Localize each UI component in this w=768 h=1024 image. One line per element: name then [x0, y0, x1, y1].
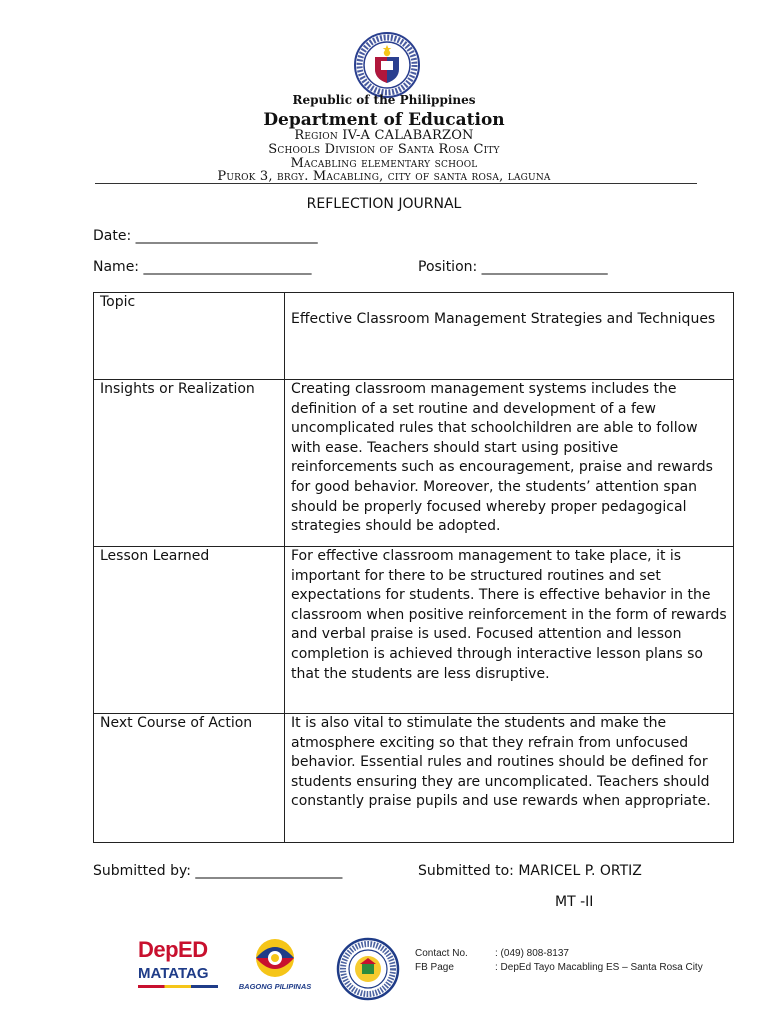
next-action-value: It is also vital to stimulate the students and make the atmosphere exciting so that they refrain from unfocused behavior. Essential rules and routines should be defined for students ensuring they are uncomplicated. Teachers should constantly praise pupils and use rewards when appropriate. — [285, 714, 734, 843]
contact-label: Contact No. — [415, 948, 468, 959]
logo-stripe — [138, 985, 218, 988]
header-divider — [95, 183, 697, 184]
deped-matatag-logo — [138, 938, 224, 996]
fb-page-label: FB Page — [415, 962, 454, 973]
table-row — [94, 714, 734, 843]
contact-value: : (049) 808-8137 — [495, 948, 569, 959]
name-field: Name: ________________________ — [93, 259, 312, 275]
division-line: Schools Division of Santa Rosa City — [268, 142, 500, 157]
school-line: Macabling elementary school — [290, 156, 478, 171]
submitted-to-field: Submitted to: MARICEL P. ORTIZ — [418, 863, 642, 879]
fb-page-value: : DepEd Tayo Macabling ES – Santa Rosa City — [495, 962, 703, 973]
next-action-label: Next Course of Action — [94, 714, 285, 843]
insights-value: Creating classroom management systems includes the definition of a set routine and development of a few uncomplicated rules that schoolchildren are able to follow with ease. Teachers should start using positive reinforcements such as encouragement, praise and rewards for good behavior. Moreover, the students’ attention span should be properly focused whereby proper pedagogical strategies should be adopted. — [285, 380, 734, 547]
department-heading: Department of Education — [263, 110, 505, 130]
table-row — [94, 547, 734, 714]
table-row — [94, 380, 734, 547]
topic-label: Topic — [94, 293, 285, 380]
date-field: Date: __________________________ — [93, 228, 318, 244]
lesson-value: For effective classroom management to take place, it is important for there to be structured routines and set expectations for students. There is effective behavior in the classroom when positive reinforcement in the form of rewards and verbal praise is used. Focused attention and lesson completion is achieved through interactive lesson plans so that the students are less disruptive. — [285, 547, 734, 714]
address-line: Purok 3, brgy. Macabling, city of santa rosa, laguna — [217, 169, 551, 184]
deped-logo-text: DepED — [138, 937, 208, 962]
submitted-by-field: Submitted by: _____________________ — [93, 863, 343, 879]
lesson-label: Lesson Learned — [94, 547, 285, 714]
matatag-logo-text: MATATAG — [138, 965, 209, 982]
table-row — [94, 293, 734, 380]
bagong-pilipinas-text: BAGONG PILIPINAS — [238, 982, 312, 991]
insights-label: Insights or Realization — [94, 380, 285, 547]
role-label: MT -II — [555, 894, 594, 910]
deped-seal-icon — [353, 31, 421, 99]
republic-heading: Republic of the Philippines — [292, 93, 476, 107]
reflection-table — [93, 292, 734, 843]
page-title: REFLECTION JOURNAL — [306, 196, 462, 212]
topic-value: Effective Classroom Management Strategies and Techniques — [285, 293, 734, 380]
school-seal-icon — [336, 937, 400, 1001]
position-field: Position: __________________ — [418, 259, 608, 275]
region-line: Region IV-A CALABARZON — [294, 128, 474, 143]
